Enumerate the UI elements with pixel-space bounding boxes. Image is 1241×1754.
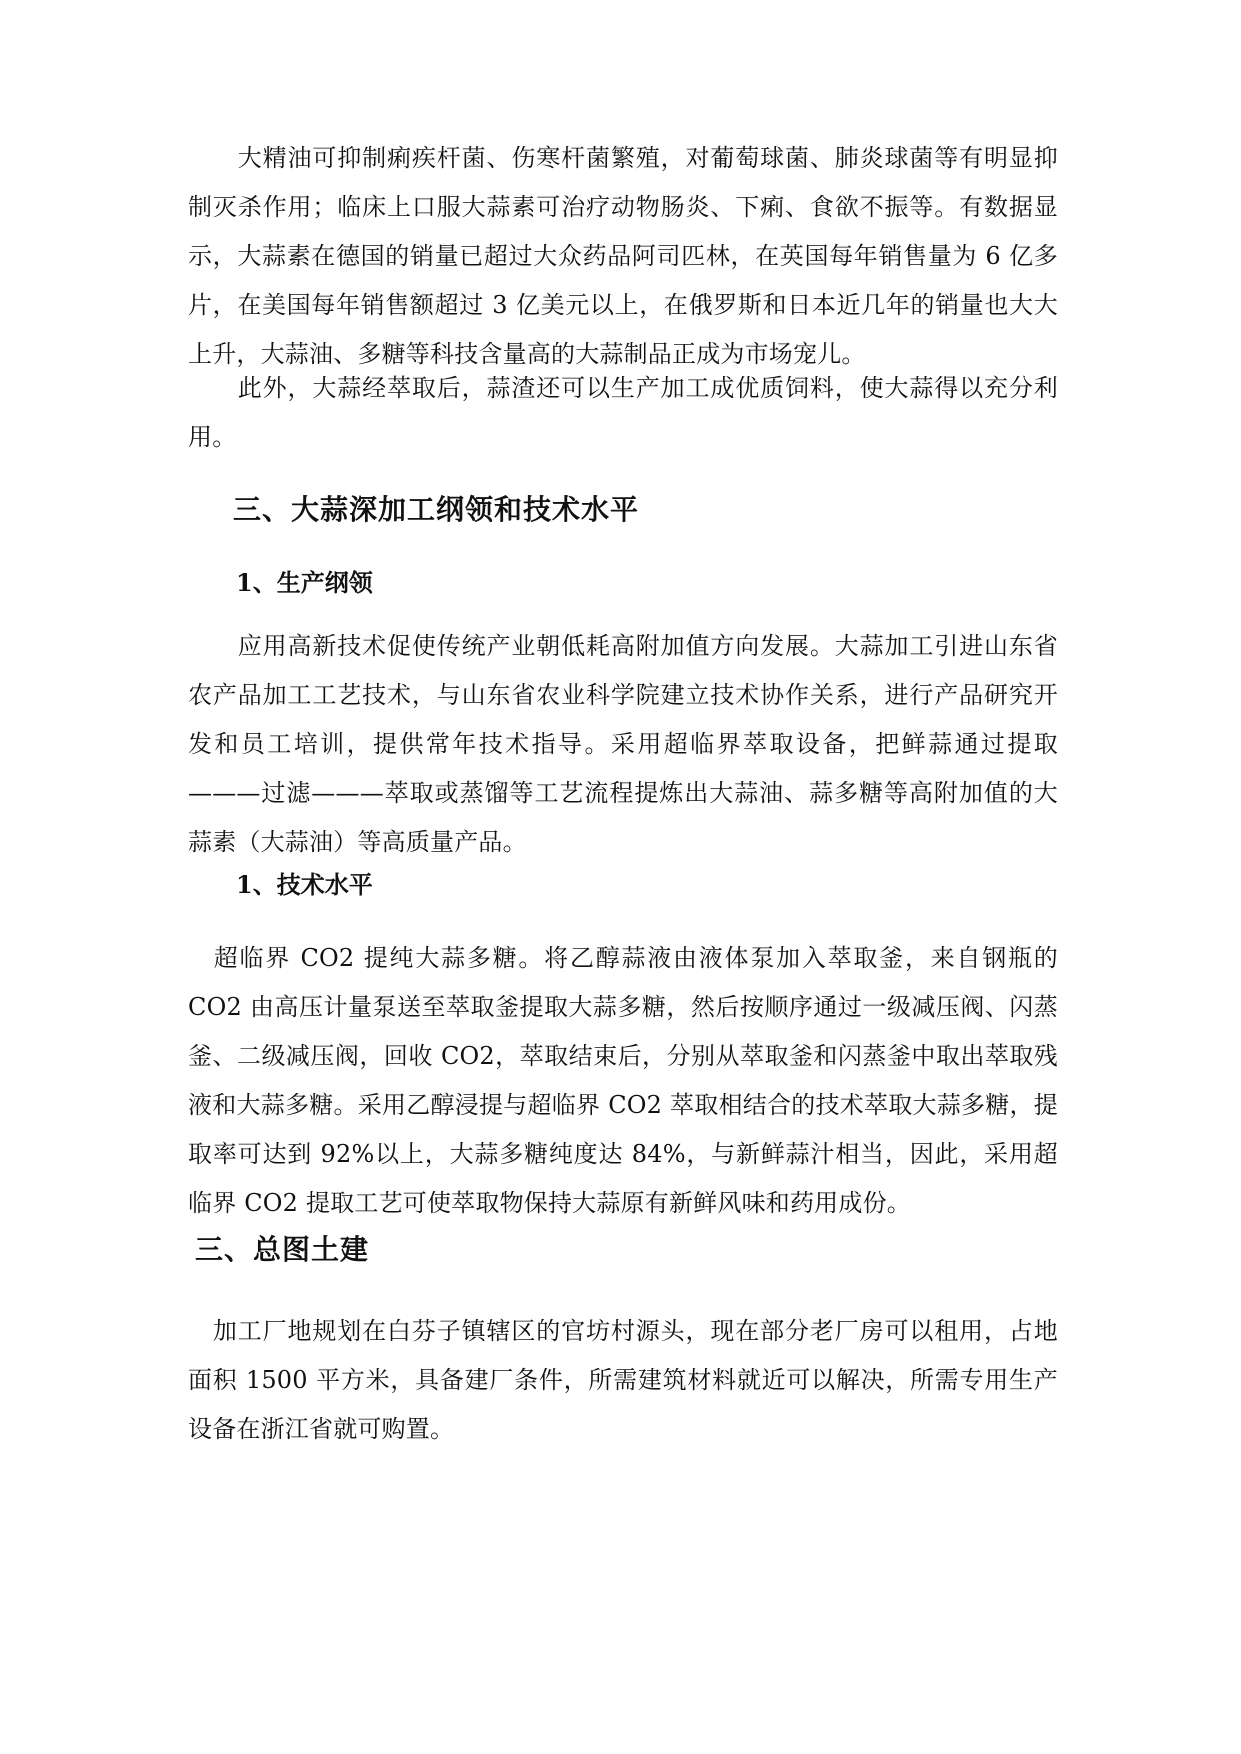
paragraph-residue-feed: 此外，大蒜经萃取后，蒜渣还可以生产加工成优质饲料，使大蒜得以充分利用。 (188, 374, 1058, 451)
section-heading-site-construction: 三、总图土建 (195, 1233, 370, 1266)
subheading-technical-level: 1、技术水平 (236, 870, 373, 899)
paragraph-garlic-oil-effects: 大精油可抑制痢疾杆菌、伤寒杆菌繁殖，对葡萄球菌、肺炎球菌等有明显抑制灭杀作用；临床上口服大蒜素可治疗动物肠炎、下痢、食欲不振等。有数据显示，大蒜素在德国的销量已超过大众药品阿司匹林，在英国每年销售量为 6 亿多片，在美国每年销售额超过 3 亿美元以上，在俄罗斯和日本近几年的销量也大大上升，大蒜油、多糖等科技含量高的大蒜制品正成为市场宠儿。 (188, 144, 1058, 368)
paragraph-site-construction: 加工厂地规划在白芬子镇辖区的官坊村源头，现在部分老厂房可以租用，占地面积 1500 平方米，具备建厂条件，所需建筑材料就近可以解决，所需专用生产设备在浙江省就可购置。 (188, 1317, 1058, 1443)
paragraph-technical-level: 超临界 CO2 提纯大蒜多糖。将乙醇蒜液由液体泵加入萃取釜，来自钢瓶的 CO2 由高压计量泵送至萃取釜提取大蒜多糖，然后按顺序通过一级减压阀、闪蒸釜、二级减压阀，回收 CO2，萃取结束后，分别从萃取釜和闪蒸釜中取出萃取残液和大蒜多糖。采用乙醇浸提与超临界 CO2 萃取相结合的技术萃取大蒜多糖，提取率可达到 92%以上，大蒜多糖纯度达 84%，与新鲜蒜汁相当，因此，采用超临界 CO2 提取工艺可使萃取物保持大蒜原有新鲜风味和药用成份。 (188, 944, 1058, 1217)
subheading-production-program: 1、生产纲领 (236, 568, 373, 597)
paragraph-production-program: 应用高新技术促使传统产业朝低耗高附加值方向发展。大蒜加工引进山东省农产品加工工艺技术，与山东省农业科学院建立技术协作关系，进行产品研究开发和员工培训，提供常年技术指导。采用超临界萃取设备，把鲜蒜通过提取———过滤———萃取或蒸馏等工艺流程提炼出大蒜油、蒜多糖等高附加值的大蒜素（大蒜油）等高质量产品。 (188, 632, 1058, 856)
section-heading-processing: 三、大蒜深加工纲领和技术水平 (233, 493, 640, 526)
